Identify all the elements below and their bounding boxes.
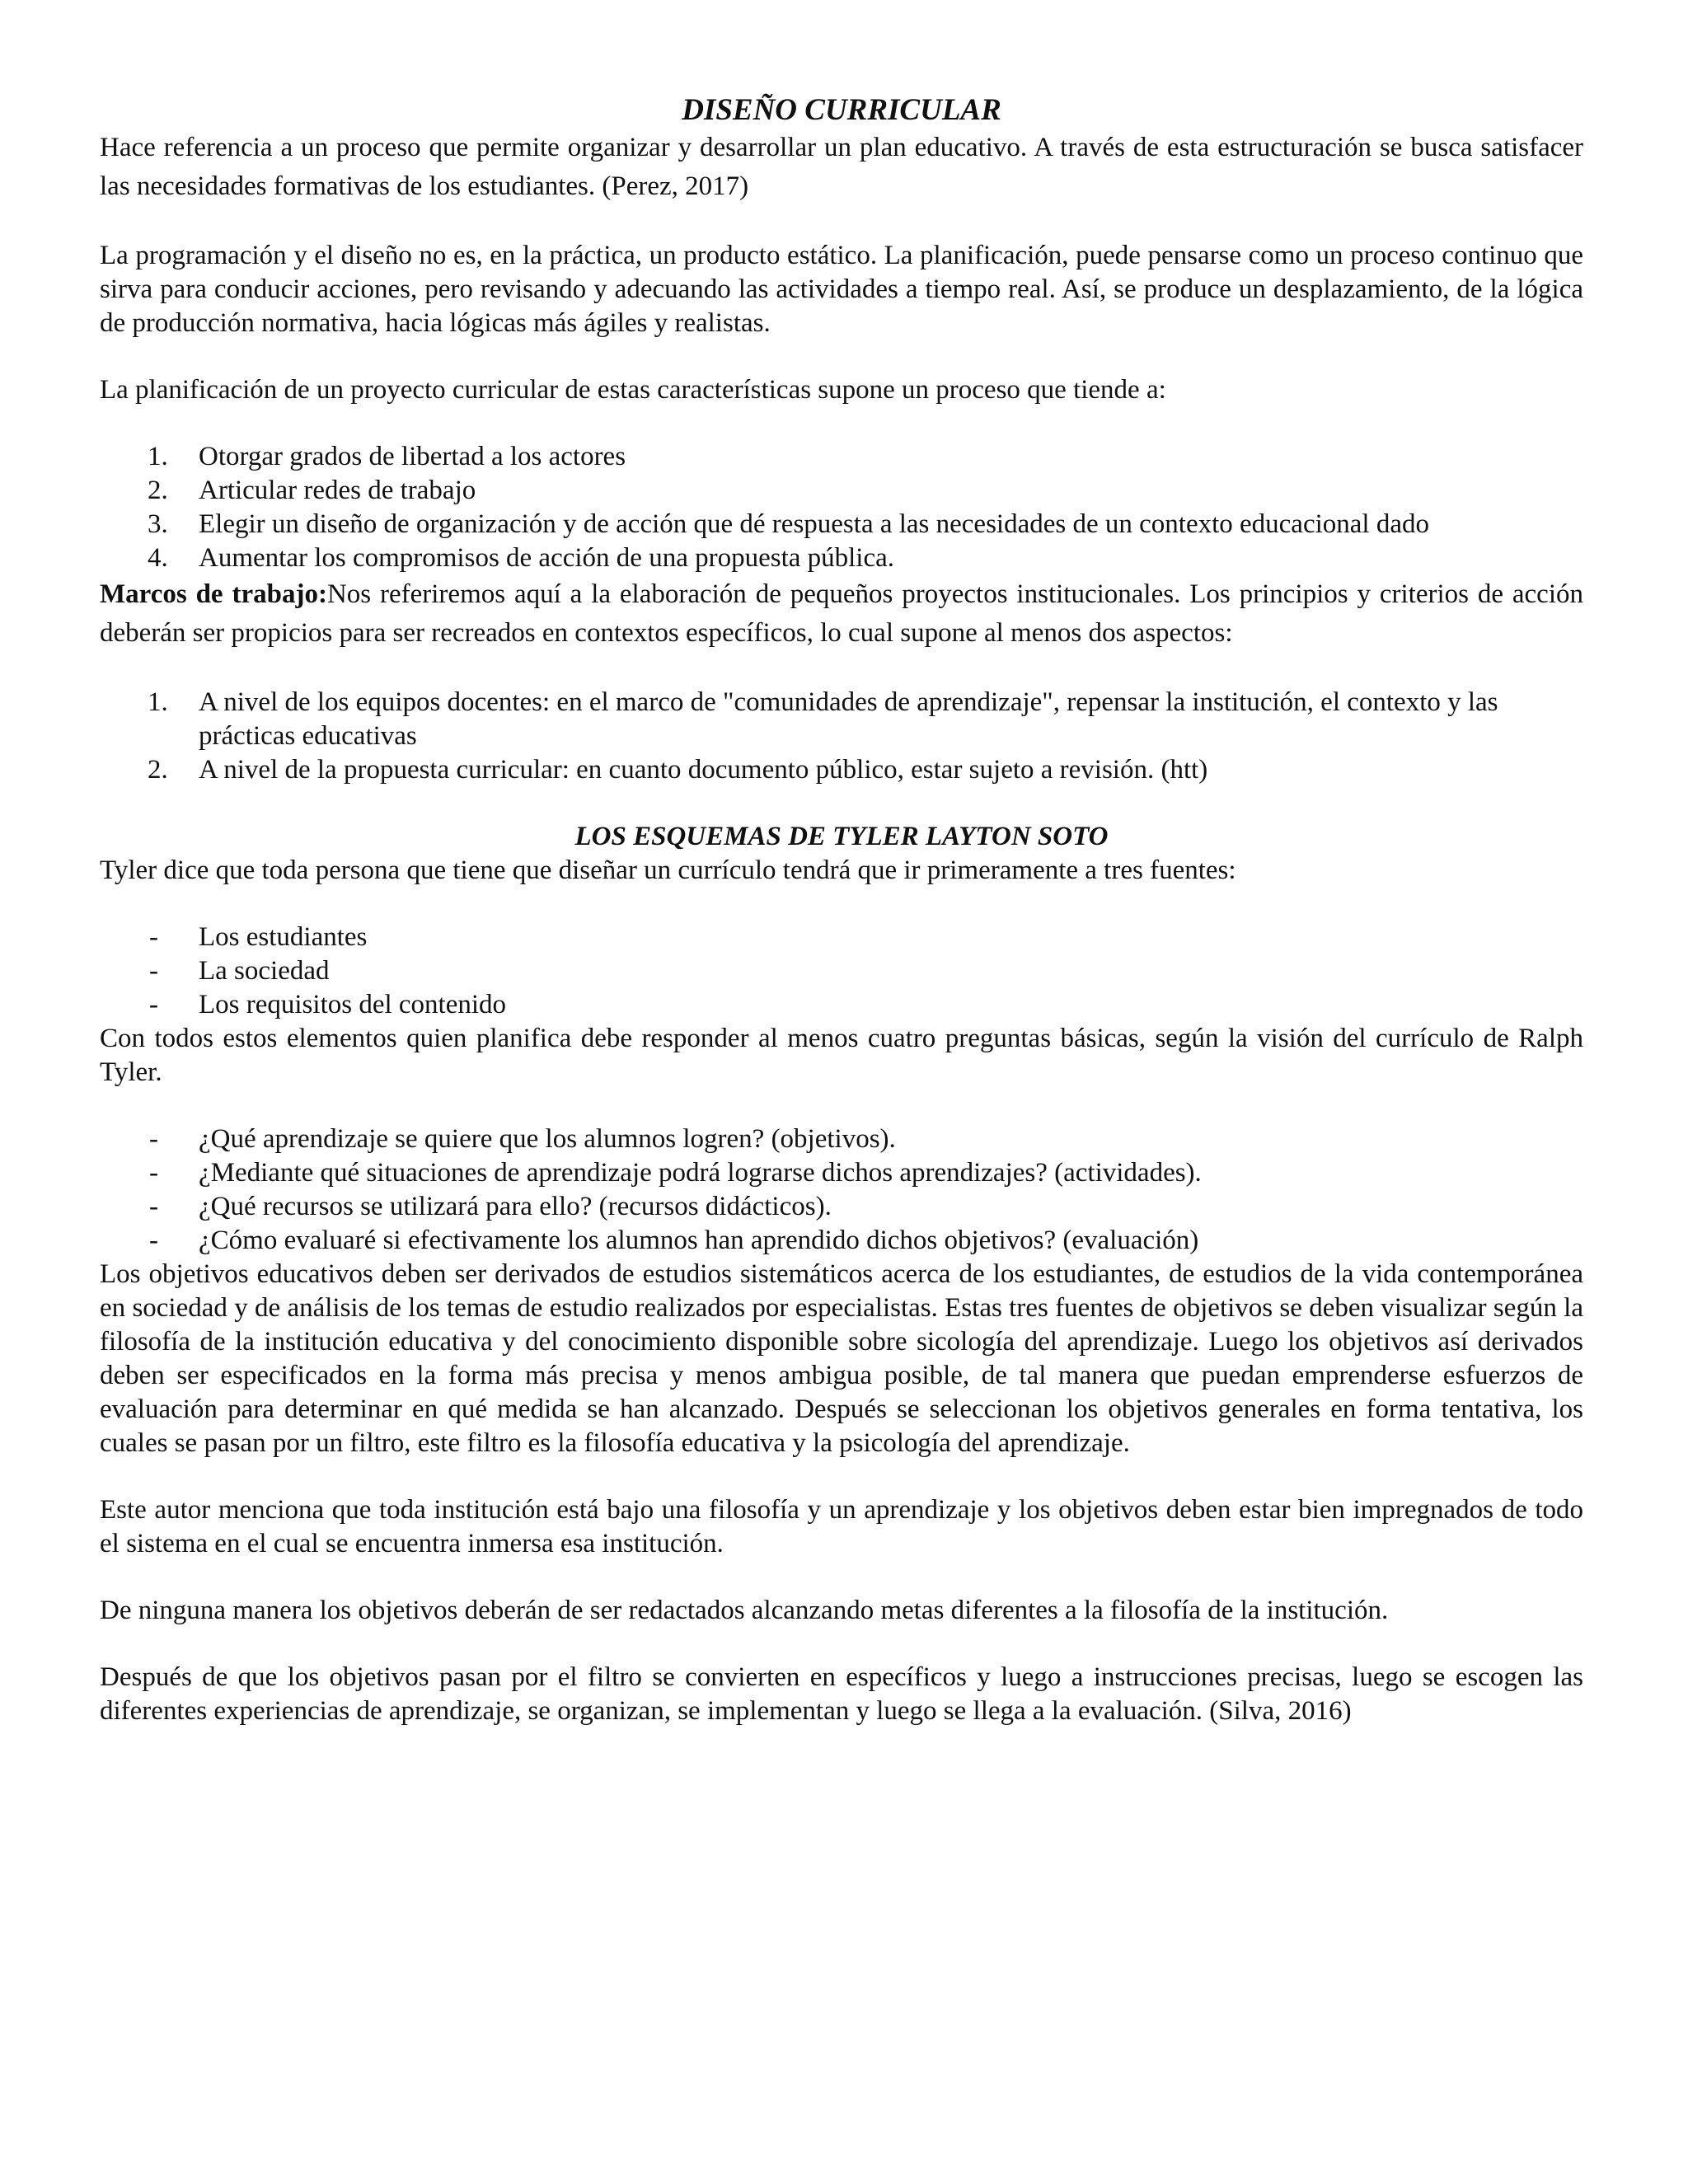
- marcos-label: Marcos de trabajo:: [100, 579, 327, 609]
- list-item: [100, 440, 1583, 474]
- list-item: [100, 474, 1583, 508]
- list-text: Aumentar los compromisos de acción de una propuesta pública.: [199, 543, 895, 573]
- list-item: [100, 686, 1583, 753]
- paragraph-tyler-intro: Tyler dice que toda persona que tiene que diseñar un currículo tendrá que ir primeramente a tres fuentes:: [100, 855, 1236, 885]
- list-text: Otorgar grados de libertad a los actores: [199, 442, 626, 471]
- list-text: ¿Mediante qué situaciones de aprendizaje podrá lograrse dichos aprendizajes? (actividades).: [199, 1158, 1202, 1188]
- list-item: [100, 541, 1583, 575]
- paragraph-objetivos: Los objetivos educativos deben ser derivados de estudios sistemáticos acerca de los estudiantes, de estudios de la vida contemporánea en sociedad y de análisis de los temas de estudio realizados por especialistas. Estas tres fuentes de objetivos se deben visualizar según la filosofía de la institución educativa y del conocimiento disponible sobre sicología del aprendizaje. Luego los objetivos así derivados deben ser especificados en la forma más precisa y menos ambigua posible, de tal manera que puedan emprenderse esfuerzos de evaluación para determinar en qué medida se han alcanzado. Después se seleccionan los objetivos generales en forma tentativa, los cuales se pasan por un filtro, este filtro es la filosofía educativa y la psicología del aprendizaje.: [100, 1259, 1583, 1458]
- intro-paragraph: Hace referencia a un proceso que permite organizar y desarrollar un plan educativo. A través de esta estructuración se busca satisfacer las necesidades formativas de los estudiantes. (Perez, 2017): [100, 133, 1583, 201]
- list-text: ¿Qué recursos se utilizará para ello? (recursos didácticos).: [199, 1192, 832, 1221]
- list-number: 1.: [148, 442, 168, 471]
- paragraph-planificacion: La planificación de un proyecto curricular de estas características supone un proceso que tiende a:: [100, 375, 1166, 405]
- list-number: 2.: [148, 476, 168, 505]
- list-item: - ¿Qué recursos se utilizará para ello? (recursos didácticos).: [149, 1192, 832, 1221]
- list-item: - Los estudiantes: [149, 922, 368, 952]
- list-item: - La sociedad: [149, 956, 330, 986]
- marcos-text: Nos referiremos aquí a la elaboración de pequeños proyectos institucionales. Los principios y criterios de acción deberán ser propicios para ser recreados en contextos específicos, lo cual supone al menos dos aspectos:: [100, 579, 1583, 648]
- list-text: ¿Qué aprendizaje se quiere que los alumnos logren? (objetivos).: [199, 1124, 896, 1154]
- section-title-tyler: LOS ESQUEMAS DE TYLER LAYTON SOTO: [574, 822, 1109, 851]
- list-text: La sociedad: [199, 956, 330, 986]
- list-text: A nivel de los equipos docentes: en el marco de "comunidades de aprendizaje", repensar la institución, el contexto y las prácticas educativas: [199, 687, 1498, 751]
- paragraph-programacion: La programación y el diseño no es, en la práctica, un producto estático. La planificación, puede pensarse como un proceso continuo que sirva para conducir acciones, pero revisando y adecuando las actividades a tiempo real. Así, se produce un desplazamiento, de la lógica de producción normativa, hacia lógicas más ágiles y realistas.: [100, 241, 1583, 338]
- document-title: DISEÑO CURRICULAR: [682, 93, 1001, 127]
- list-number: 2.: [148, 755, 168, 785]
- list-text: Elegir un diseño de organización y de acción que dé respuesta a las necesidades de un contexto educacional dado: [199, 509, 1429, 539]
- list-fuentes: [100, 921, 1583, 1022]
- paragraph-ninguna: De ninguna manera los objetivos deberán de ser redactados alcanzando metas diferentes a la filosofía de la institución.: [100, 1596, 1389, 1625]
- list-item: [100, 508, 1583, 541]
- list-text: ¿Cómo evaluaré si efectivamente los alumnos han aprendido dichos objetivos? (evaluación): [199, 1226, 1199, 1255]
- list-number: 3.: [148, 509, 168, 539]
- list-text: A nivel de la propuesta curricular: en cuanto documento público, estar sujeto a revisión. (htt): [199, 755, 1208, 785]
- list-number: 1.: [148, 687, 168, 717]
- document-page: [100, 92, 1583, 1728]
- list-item: - Los requisitos del contenido: [149, 990, 507, 1019]
- list-text: Articular redes de trabajo: [199, 476, 476, 505]
- list-item: - ¿Qué aprendizaje se quiere que los alumnos logren? (objetivos).: [149, 1124, 896, 1154]
- paragraph-preguntas: Con todos estos elementos quien planifica debe responder al menos cuatro preguntas básicas, según la visión del currículo de Ralph Tyler.: [100, 1024, 1583, 1087]
- list-tiende-a: [100, 440, 1583, 575]
- list-item: - ¿Cómo evaluaré si efectivamente los alumnos han aprendido dichos objetivos? (evaluación): [149, 1226, 1199, 1255]
- paragraph-final: Después de que los objetivos pasan por el filtro se convierten en específicos y luego a instrucciones precisas, luego se escogen las diferentes experiencias de aprendizaje, se organizan, se implementan y luego se llega a la evaluación. (Silva, 2016): [100, 1662, 1583, 1726]
- paragraph-marcos: [100, 575, 1583, 653]
- list-item: [100, 753, 1583, 787]
- list-item: - ¿Mediante qué situaciones de aprendizaje podrá lograrse dichos aprendizajes? (actividades).: [149, 1158, 1202, 1188]
- list-aspectos: [100, 686, 1583, 787]
- list-preguntas: [100, 1122, 1583, 1258]
- paragraph-autor: Este autor menciona que toda institución está bajo una filosofía y un aprendizaje y los objetivos deben estar bien impregnados de todo el sistema en el cual se encuentra inmersa esa institución.: [100, 1495, 1583, 1558]
- list-text: Los estudiantes: [199, 922, 368, 952]
- list-number: 4.: [148, 543, 168, 573]
- list-text: Los requisitos del contenido: [199, 990, 507, 1019]
